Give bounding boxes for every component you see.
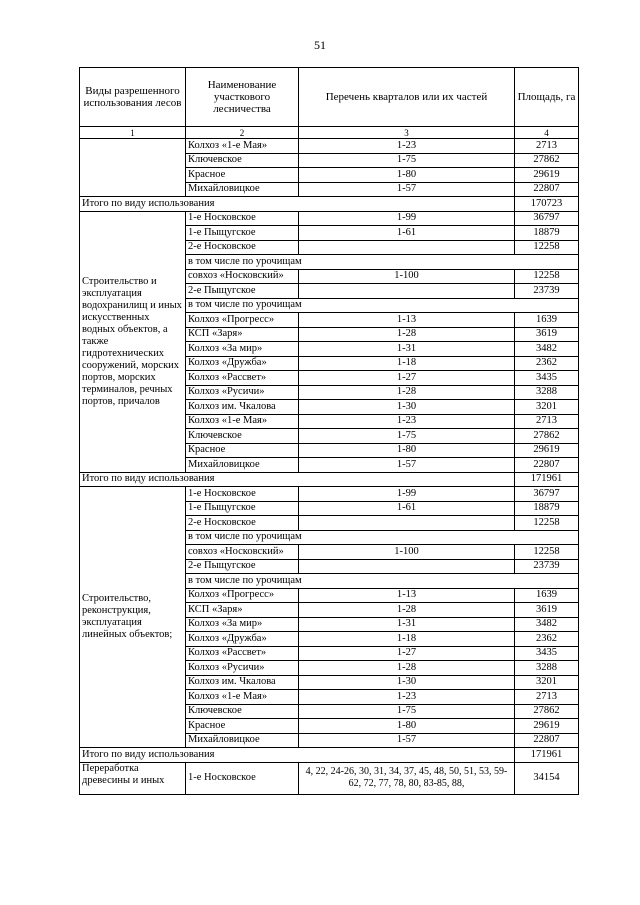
area-value: 22807 [515, 182, 579, 197]
quarters-range: 1-27 [299, 371, 515, 386]
area-value: 3435 [515, 646, 579, 661]
quarters-range: 1-99 [299, 487, 515, 502]
area-value: 12258 [515, 545, 579, 560]
total-area: 171961 [515, 748, 579, 763]
forestry-name: Михайловицкое [186, 733, 299, 748]
forestry-name: КСП «Заря» [186, 603, 299, 618]
area-value: 1639 [515, 313, 579, 328]
forestry-name: Колхоз «1-е Мая» [186, 139, 299, 154]
forestry-name: Колхоз «За мир» [186, 617, 299, 632]
header-forestry: Наименование участкового лесничества [186, 68, 299, 127]
quarters-range: 1-18 [299, 632, 515, 647]
area-value: 22807 [515, 733, 579, 748]
total-row [80, 472, 579, 487]
forestry-name: совхоз «Носковский» [186, 545, 299, 560]
area-value: 3288 [515, 385, 579, 400]
forestry-name: Колхоз «Прогресс» [186, 588, 299, 603]
quarters-range: 1-28 [299, 603, 515, 618]
subheader-label: в том числе по урочищам [186, 298, 579, 313]
table-header-row [80, 68, 579, 127]
forestry-name: Красное [186, 443, 299, 458]
header-area: Площадь, га [515, 68, 579, 127]
forestry-name: Колхоз «Прогресс» [186, 313, 299, 328]
forestry-name: Красное [186, 719, 299, 734]
quarters-range: 1-75 [299, 704, 515, 719]
forestry-name: Колхоз «1-е Мая» [186, 690, 299, 705]
total-row [80, 197, 579, 212]
column-number: 4 [515, 127, 579, 139]
area-value: 12258 [515, 240, 579, 255]
quarters-range: 1-23 [299, 414, 515, 429]
area-value: 22807 [515, 458, 579, 473]
area-value: 12258 [515, 516, 579, 531]
area-value: 29619 [515, 168, 579, 183]
quarters-range: 1-100 [299, 269, 515, 284]
area-value: 2362 [515, 356, 579, 371]
forestry-name: 2-е Носковское [186, 516, 299, 531]
area-value: 34154 [515, 762, 579, 794]
table-row [80, 487, 579, 502]
area-value: 3482 [515, 617, 579, 632]
forestry-name: Ключевское [186, 429, 299, 444]
forestry-name: Колхоз «Русичи» [186, 661, 299, 676]
area-value: 18879 [515, 226, 579, 241]
quarters-range: 1-100 [299, 545, 515, 560]
subheader-label: в том числе по урочищам [186, 255, 579, 270]
forestry-name: 1-е Пыщугское [186, 226, 299, 241]
table-row [80, 211, 579, 226]
kind-cell-empty [80, 139, 186, 197]
area-value: 3201 [515, 675, 579, 690]
forestry-name: Колхоз «Дружба» [186, 632, 299, 647]
kind-cell: Переработка древесины и иных [80, 762, 186, 794]
area-value: 1639 [515, 588, 579, 603]
forestry-name: 1-е Носковское [186, 762, 299, 794]
area-value: 36797 [515, 211, 579, 226]
quarters-range: 1-31 [299, 342, 515, 357]
total-area: 170723 [515, 197, 579, 212]
area-value: 18879 [515, 501, 579, 516]
area-value: 2713 [515, 139, 579, 154]
subheader-label: в том числе по урочищам [186, 530, 579, 545]
quarters-range: 1-61 [299, 501, 515, 516]
total-label: Итого по виду использования [80, 472, 515, 487]
area-value: 3435 [515, 371, 579, 386]
area-value: 27862 [515, 429, 579, 444]
table-row [80, 762, 579, 794]
area-value: 3201 [515, 400, 579, 415]
area-value: 23739 [515, 284, 579, 299]
forestry-name: Колхоз «Рассвет» [186, 646, 299, 661]
forestry-name: 1-е Носковское [186, 487, 299, 502]
forestry-name: Колхоз им. Чкалова [186, 675, 299, 690]
quarters-range: 1-61 [299, 226, 515, 241]
forestry-name: 2-е Носковское [186, 240, 299, 255]
header-kind: Виды разрешенного использования лесов [80, 68, 186, 127]
quarters-range: 1-13 [299, 588, 515, 603]
quarters-range: 1-23 [299, 139, 515, 154]
area-value: 27862 [515, 704, 579, 719]
column-number: 2 [186, 127, 299, 139]
area-value: 29619 [515, 719, 579, 734]
quarters-range: 1-57 [299, 733, 515, 748]
quarters-range: 1-30 [299, 675, 515, 690]
quarters-range: 1-13 [299, 313, 515, 328]
quarters-range: 1-31 [299, 617, 515, 632]
quarters-range: 1-30 [299, 400, 515, 415]
quarters-range: 1-28 [299, 385, 515, 400]
forestry-name: Михайловицкое [186, 182, 299, 197]
quarters-range: 1-80 [299, 168, 515, 183]
column-number: 1 [80, 127, 186, 139]
quarters-range [299, 559, 515, 574]
forestry-name: Ключевское [186, 704, 299, 719]
quarters-range: 1-23 [299, 690, 515, 705]
column-number-row [80, 127, 579, 139]
forestry-name: 1-е Носковское [186, 211, 299, 226]
total-label: Итого по виду использования [80, 197, 515, 212]
forestry-name: 2-е Пыщугское [186, 559, 299, 574]
kind-cell: Строительство, реконструкция, эксплуатация линейных объектов; [80, 487, 186, 748]
forestry-name: КСП «Заря» [186, 327, 299, 342]
column-number: 3 [299, 127, 515, 139]
forestry-name: 1-е Пыщугское [186, 501, 299, 516]
forestry-name: Колхоз им. Чкалова [186, 400, 299, 415]
area-value: 29619 [515, 443, 579, 458]
table-row [80, 139, 579, 154]
area-value: 3619 [515, 603, 579, 618]
area-value: 3288 [515, 661, 579, 676]
subheader-label: в том числе по урочищам [186, 574, 579, 589]
forestry-name: Колхоз «Русичи» [186, 385, 299, 400]
forestry-name: Михайловицкое [186, 458, 299, 473]
forestry-name: Колхоз «За мир» [186, 342, 299, 357]
quarters-range [299, 284, 515, 299]
page-number: 51 [314, 38, 326, 52]
area-value: 12258 [515, 269, 579, 284]
quarters-range: 1-57 [299, 458, 515, 473]
forestry-name: Колхоз «1-е Мая» [186, 414, 299, 429]
forestry-name: Ключевское [186, 153, 299, 168]
kind-cell: Строительство и эксплуатация водохранилищ и иных искусственных водных объектов, а также гидротехнических сооружений, морских портов, морских терминалов, речных портов, причалов [80, 211, 186, 472]
area-value: 23739 [515, 559, 579, 574]
forestry-name: Колхоз «Рассвет» [186, 371, 299, 386]
header-quarters: Перечень кварталов или их частей [299, 68, 515, 127]
quarters-range: 1-80 [299, 719, 515, 734]
quarters-range: 1-57 [299, 182, 515, 197]
quarters-range: 1-18 [299, 356, 515, 371]
quarters-range [299, 516, 515, 531]
area-value: 2713 [515, 690, 579, 705]
quarters-range: 1-27 [299, 646, 515, 661]
total-label: Итого по виду использования [80, 748, 515, 763]
area-value: 36797 [515, 487, 579, 502]
area-value: 2713 [515, 414, 579, 429]
area-value: 27862 [515, 153, 579, 168]
quarters-range [299, 240, 515, 255]
quarters-range: 1-99 [299, 211, 515, 226]
forestry-name: 2-е Пыщугское [186, 284, 299, 299]
quarters-range: 1-28 [299, 327, 515, 342]
area-value: 3482 [515, 342, 579, 357]
area-value: 2362 [515, 632, 579, 647]
forest-use-table [79, 67, 579, 795]
quarters-range: 1-75 [299, 153, 515, 168]
area-value: 3619 [515, 327, 579, 342]
forestry-name: совхоз «Носковский» [186, 269, 299, 284]
quarters-list: 4, 22, 24-26, 30, 31, 34, 37, 45, 48, 50, 51, 53, 59-62, 72, 77, 78, 80, 83-85, 88, [299, 762, 515, 794]
total-row [80, 748, 579, 763]
forestry-name: Колхоз «Дружба» [186, 356, 299, 371]
total-area: 171961 [515, 472, 579, 487]
forestry-name: Красное [186, 168, 299, 183]
quarters-range: 1-28 [299, 661, 515, 676]
quarters-range: 1-75 [299, 429, 515, 444]
quarters-range: 1-80 [299, 443, 515, 458]
